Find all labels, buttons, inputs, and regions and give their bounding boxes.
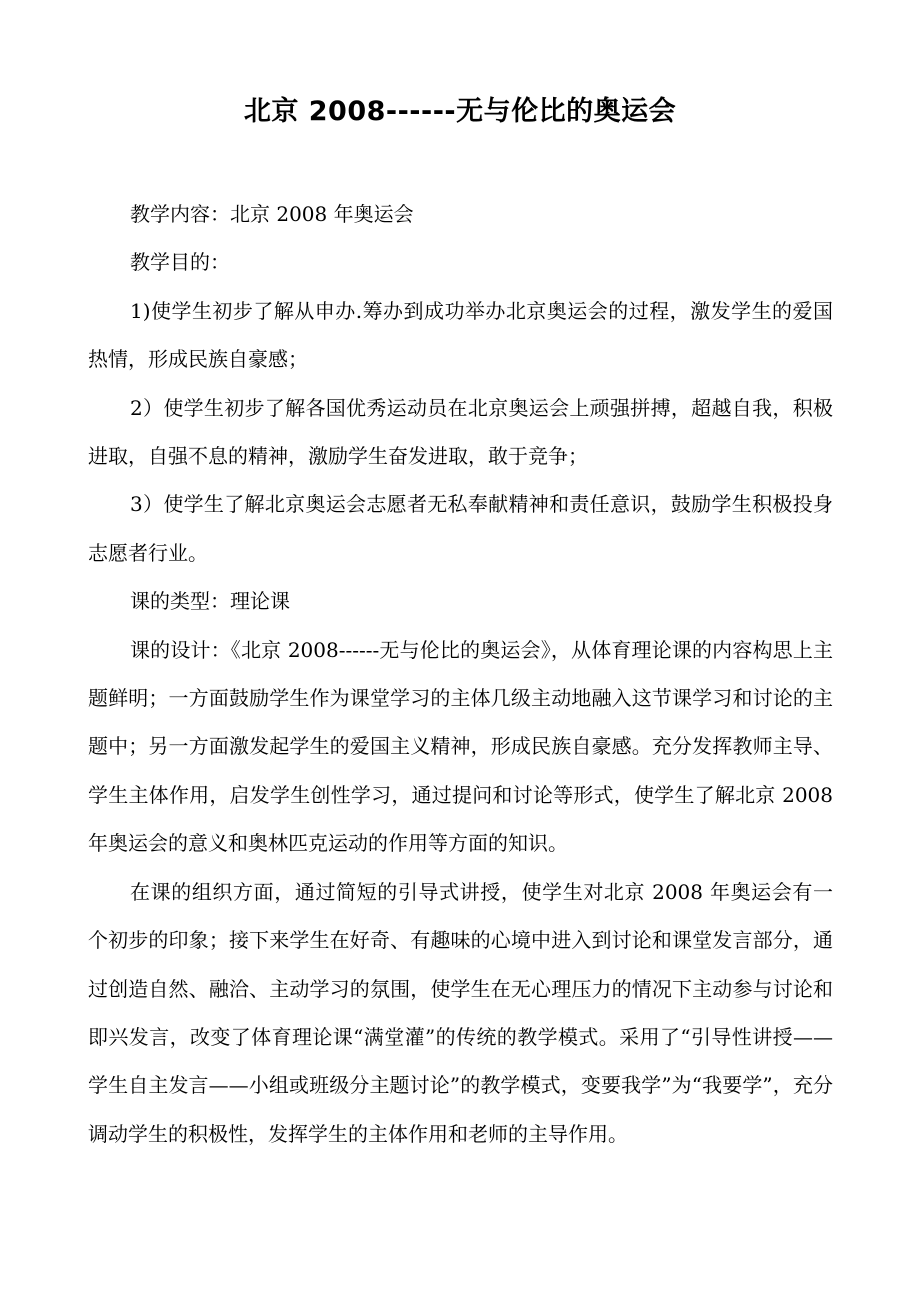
document-title: 北京 2008------无与伦比的奥运会 [243, 96, 677, 127]
paragraph-goal-2: 2）使学生初步了解各国优秀运动员在北京奥运会上顽强拼搏，超越自我，积极进取，自强不息的精神，激励学生奋发进取，敢于竞争； [88, 395, 833, 469]
paragraph-teaching-content: 教学内容：北京 2008 年奥运会 [130, 202, 414, 226]
paragraph-teaching-goal-heading: 教学目的： [130, 250, 230, 275]
paragraph-goal-1: 1)使学生初步了解从申办.筹办到成功举办北京奥运会的过程，激发学生的爱国热情，形成民族自豪感； [88, 298, 833, 372]
paragraph-lesson-design: 课的设计：《北京 2008------无与伦比的奥运会》，从体育理论课的内容构思上主题鲜明；一方面鼓励学生作为课堂学习的主体几级主动地融入这节课学习和讨论的主题中；另一方面激发起学生的爱国主义精神，形成民族自豪感。充分发挥教师主导、学生主体作用，启发学生创性学习，通过提问和讨论等形式，使学生了解北京 2008 年奥运会的意义和奥林匹克运动的作用等方面的知识。 [88, 637, 833, 856]
paragraph-goal-3: 3）使学生了解北京奥运会志愿者无私奉献精神和责任意识，鼓励学生积极投身志愿者行业。 [88, 492, 833, 565]
paragraph-lesson-organization: 在课的组织方面，通过简短的引导式讲授，使学生对北京 2008 年奥运会有一个初步的印象；接下来学生在好奇、有趣味的心境中进入到讨论和课堂发言部分，通过创造自然、融洽、主动学习的氛围，使学生在无心理压力的情况下主动参与讨论和即兴发言，改变了体育理论课“满堂灌”的传统的教学模式。采用了“引导性讲授——学生自主发言——小组或班级分主题讨论”的教学模式，变要我学”为“我要学”，充分调动学生的积极性，发挥学生的主体作用和老师的主导作用。 [88, 879, 833, 1146]
paragraph-lesson-type: 课的类型：理论课 [130, 589, 290, 614]
document-body [88, 190, 833, 1158]
